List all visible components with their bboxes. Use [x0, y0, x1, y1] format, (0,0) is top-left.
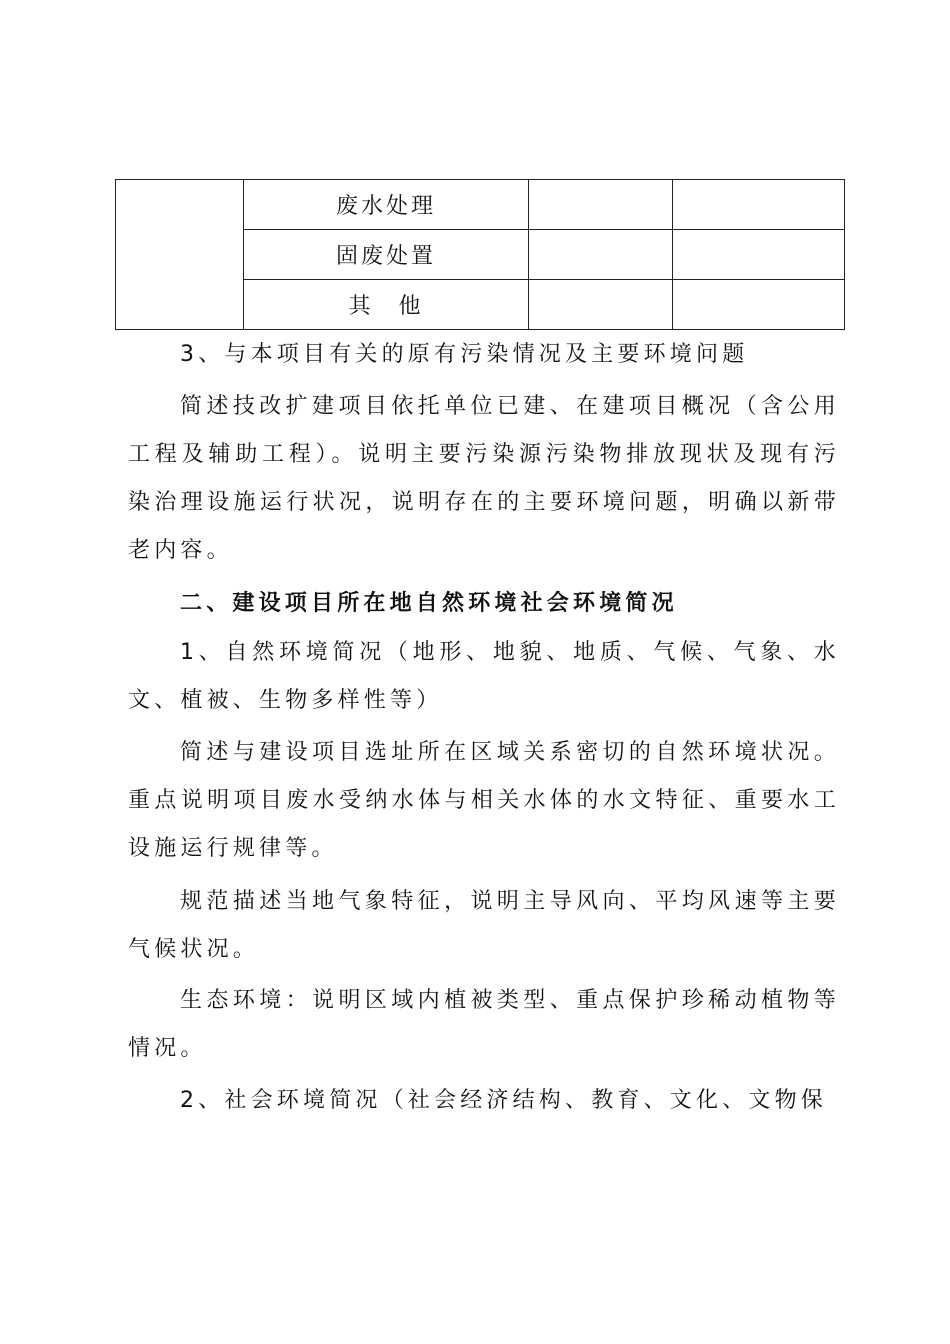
table-cell-empty [529, 230, 673, 280]
section-1-body-natural: 简述与建设项目选址所在区域关系密切的自然环境状况。重点说明项目废水受纳水体与相关水体的水文特征、重要水工设施运行规律等。 [128, 740, 840, 861]
table-cell-empty [673, 230, 845, 280]
table-cell-empty [673, 180, 845, 230]
section-1-title: 1、自然环境简况（地形、地貌、地质、气候、气象、水文、植被、生物多样性等） [128, 640, 840, 713]
section-3-title: 3、与本项目有关的原有污染情况及主要环境问题 [180, 342, 749, 367]
table-cell-empty [529, 280, 673, 330]
table-row [116, 180, 845, 230]
table-cell-empty [673, 280, 845, 330]
section-2-title: 2、社会环境简况（社会经济结构、教育、文化、文物保 [180, 1088, 827, 1113]
part-2-heading: 二、建设项目所在地自然环境社会环境简况 [180, 591, 678, 616]
table-cell-empty [529, 180, 673, 230]
section-1-body-climate: 规范描述当地气象特征，说明主导风向、平均风速等主要气候状况。 [128, 889, 840, 962]
table-cell-label: 固废处置 [244, 230, 529, 280]
table-cell-label: 其 他 [244, 280, 529, 330]
section-1-body-ecology: 生态环境：说明区域内植被类型、重点保护珍稀动植物等情况。 [128, 988, 840, 1061]
table-cell-label: 废水处理 [244, 180, 529, 230]
section-3-body: 简述技改扩建项目依托单位已建、在建项目概况（含公用工程及辅助工程）。说明主要污染源污染物排放现状及现有污染治理设施运行状况，说明存在的主要环境问题，明确以新带老内容。 [128, 394, 840, 563]
pollution-treatment-table [115, 179, 845, 330]
table-merged-cell [116, 180, 244, 330]
